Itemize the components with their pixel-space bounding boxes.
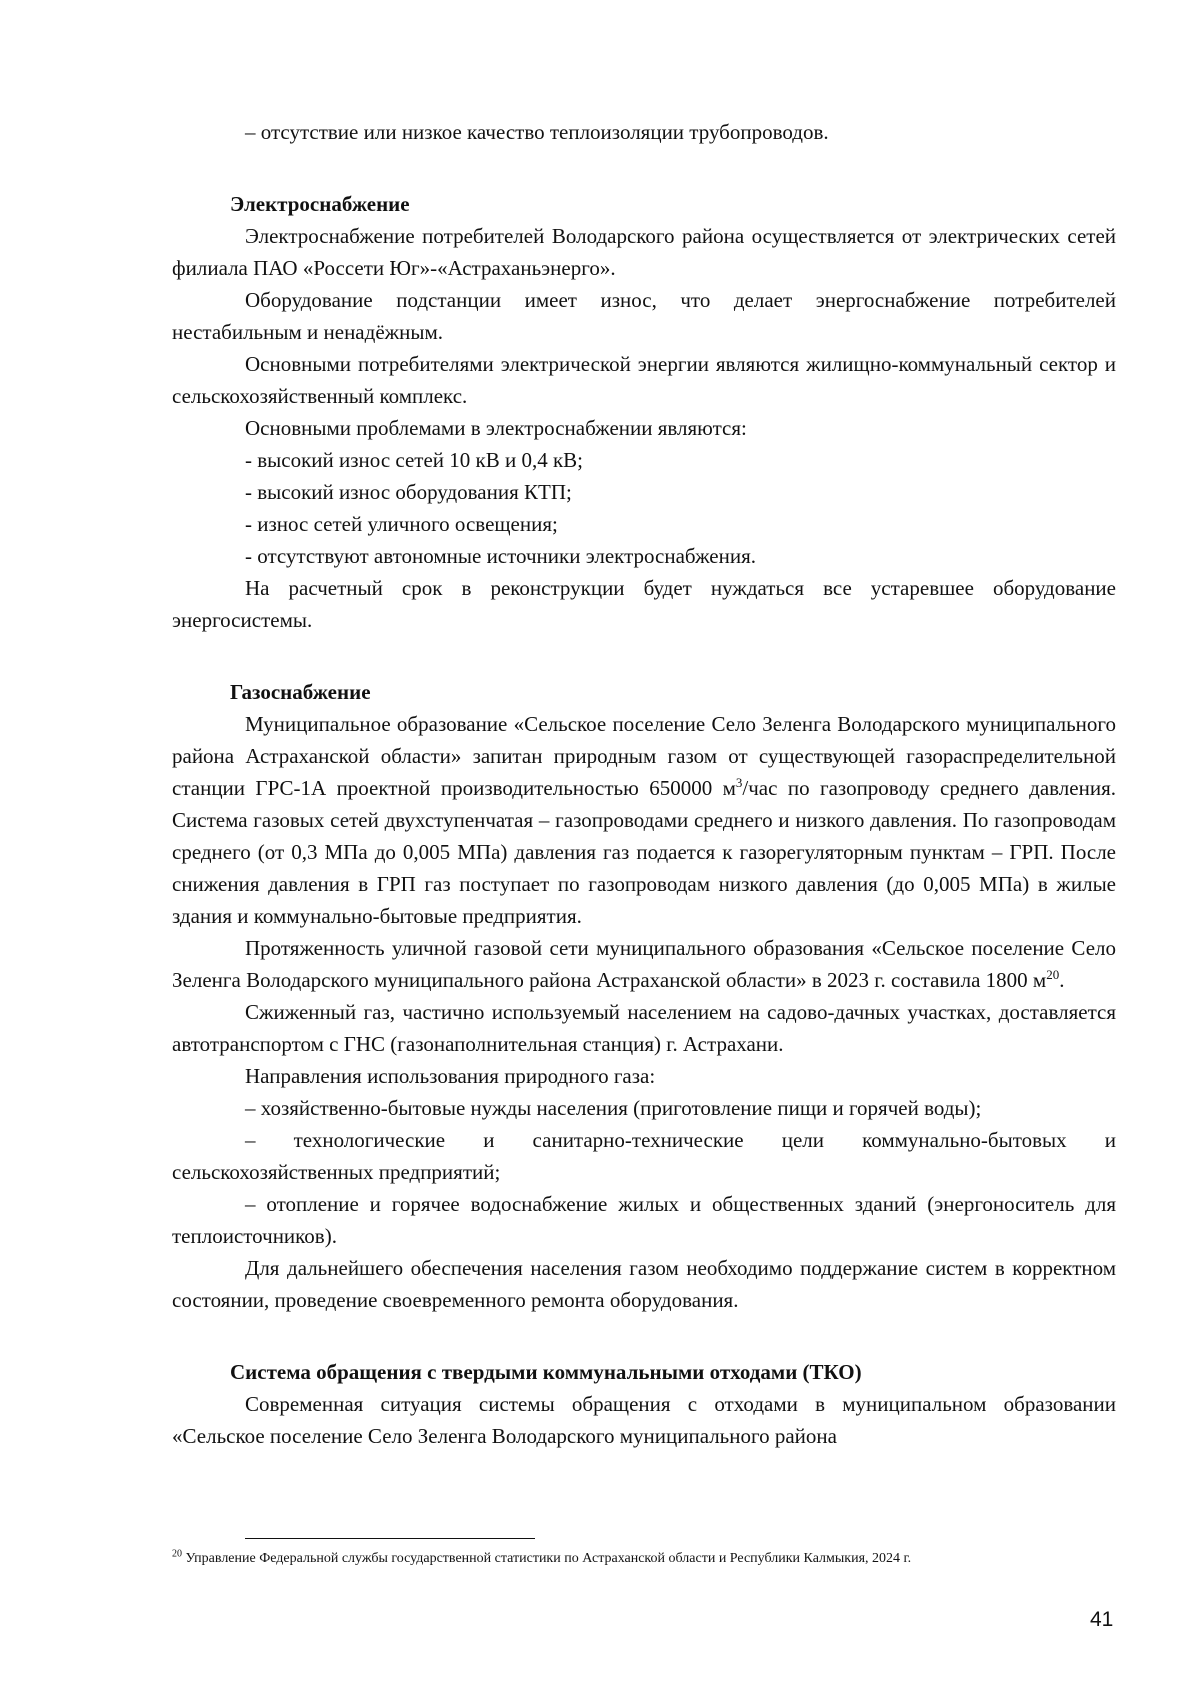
gas-paragraph-5: Для дальнейшего обеспечения населения газом необходимо поддержание систем в корректном состоянии, проведение своевременного ремонта оборудования. bbox=[172, 1256, 1116, 1312]
heading-electricity: Электроснабжение bbox=[230, 192, 410, 216]
page-body bbox=[172, 116, 1116, 1452]
electricity-bullet: - износ сетей уличного освещения; bbox=[245, 512, 558, 536]
gas-bullet: – хозяйственно-бытовые нужды населения (приготовление пищи и горячей воды); bbox=[245, 1096, 982, 1120]
gas-bullet: – отопление и горячее водоснабжение жилых и общественных зданий (энергоноситель для теплоисточников). bbox=[172, 1192, 1116, 1248]
electricity-paragraph-3: Основными потребителями электрической энергии являются жилищно-коммунальный сектор и сельскохозяйственный комплекс. bbox=[172, 352, 1116, 408]
waste-paragraph-1: Современная ситуация системы обращения с отходами в муниципальном образовании «Сельское поселение Село Зеленга Володарского муниципального района bbox=[172, 1392, 1116, 1448]
gas-paragraph-1-rest: /час по газопроводу среднего давления. Система газовых сетей двухступенчатая – газопроводами среднего и низкого давления. По газопроводам среднего (от 0,3 МПа до 0,005 МПа) давления газ подается к газорегуляторным пунктам – ГРП. После снижения давления в ГРП газ поступает по газопроводам низкого давления (до 0,005 МПа) в жилые здания и коммунально-бытовые предприятия. bbox=[172, 776, 1116, 928]
gas-paragraph-1-text: Муниципальное образование «Сельское поселение Село Зеленга Володарского муниципального района Астраханской области» запитан природным газом от существующей газораспределительной станции ГРС-1А проектной производительностью 650000 м bbox=[172, 712, 1116, 800]
superscript-3: 3 bbox=[735, 775, 743, 790]
heading-gas: Газоснабжение bbox=[230, 680, 371, 704]
footnote-mark: 20 bbox=[172, 1548, 182, 1560]
footnote-separator bbox=[245, 1538, 535, 1539]
electricity-bullet: - высокий износ оборудования КТП; bbox=[245, 480, 572, 504]
heading-waste: Система обращения с твердыми коммунальными отходами (ТКО) bbox=[230, 1360, 862, 1384]
gas-paragraph-1 bbox=[172, 708, 1116, 932]
footnote-text: Управление Федеральной службы государственной статистики по Астраханской области и Республики Калмыкия, 2024 г. bbox=[182, 1551, 912, 1566]
page-number: 41 bbox=[1090, 1608, 1114, 1631]
electricity-bullet: - отсутствуют автономные источники электроснабжения. bbox=[245, 544, 757, 568]
electricity-paragraph-2: Оборудование подстанции имеет износ, что делает энергоснабжение потребителей нестабильным и ненадёжным. bbox=[172, 288, 1116, 344]
electricity-paragraph-1: Электроснабжение потребителей Володарского района осуществляется от электрических сетей филиала ПАО «Россети Юг»-«Астраханьэнерго». bbox=[172, 224, 1116, 280]
gas-paragraph-4: Направления использования природного газа: bbox=[245, 1064, 656, 1088]
electricity-bullet: - высокий износ сетей 10 кВ и 0,4 кВ; bbox=[245, 448, 584, 472]
footnote-reference: 20 bbox=[1046, 967, 1060, 982]
gas-bullet: – технологические и санитарно-технические цели коммунально-бытовых и сельскохозяйственных предприятий; bbox=[172, 1128, 1116, 1184]
gas-paragraph-2-end: . bbox=[1059, 968, 1065, 992]
footnote bbox=[172, 1548, 1116, 1569]
gas-paragraph-2-text: Протяженность уличной газовой сети муниципального образования «Сельское поселение Село Зеленга Володарского муниципального района Астраханской области» в 2023 г. составила 1800 м bbox=[172, 936, 1116, 992]
electricity-paragraph-4: Основными проблемами в электроснабжении являются: bbox=[245, 416, 747, 440]
intro-bullet: – отсутствие или низкое качество теплоизоляции трубопроводов. bbox=[245, 120, 829, 144]
gas-paragraph-3: Сжиженный газ, частично используемый населением на садово-дачных участках, доставляется автотранспортом с ГНС (газонаполнительная станция) г. Астрахани. bbox=[172, 1000, 1116, 1056]
electricity-paragraph-5: На расчетный срок в реконструкции будет нуждаться все устаревшее оборудование энергосистемы. bbox=[172, 576, 1116, 632]
gas-paragraph-2 bbox=[172, 932, 1116, 996]
